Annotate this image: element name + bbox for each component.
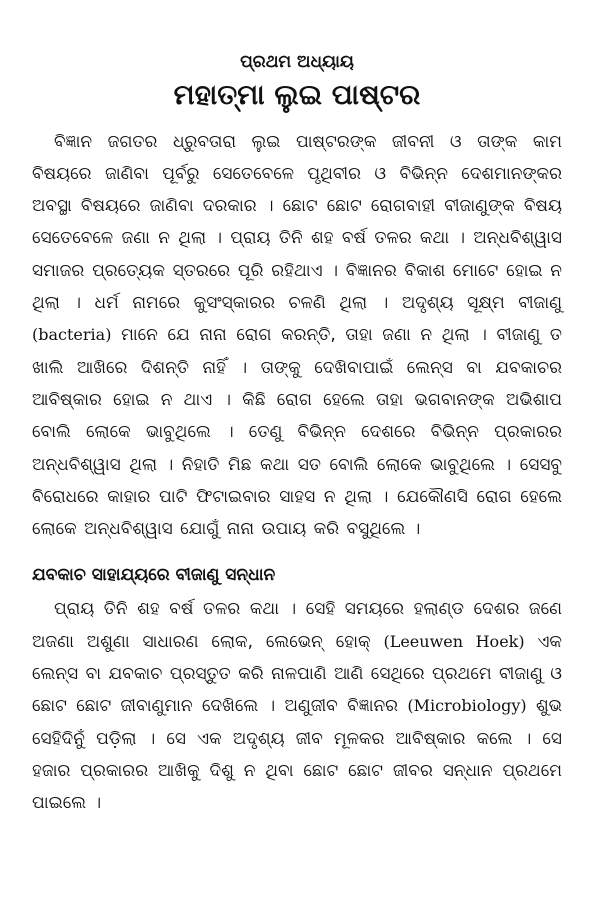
term-microbiology: (Microbiology) xyxy=(407,696,527,716)
section-heading: ଯବକାଚ ସାହାଯ୍ୟରେ ବୀଜାଣୁ ସନ୍ଧାନ xyxy=(32,565,276,586)
section-text-1: ପ୍ରାୟ ତିନି ଶହ ବର୍ଷ ତଳର କଥା । ସେହି ସମୟରେ ହଲାଣ୍ଡ ଦେଶର ଜଣେ ଅଜଣା ଅଶୁଣା ସାଧାରଣ ଲୋକ, ଲେଭେନ୍ ହୋକ୍ xyxy=(32,599,562,652)
intro-paragraph xyxy=(32,126,562,546)
term-bacteria: (bacteria) xyxy=(32,325,112,345)
chapter-title: ମହାତ୍ମା ଲୁଇ ପାଷ୍ଟର xyxy=(173,78,421,111)
intro-text-1: ବିଜ୍ଞାନ ଜଗତର ଧ୍ରୁବତାରା ଲୁଇ ପାଷ୍ଟରଙ୍କ ଜୀବନୀ ଓ ତାଙ୍କ କାମ ବିଷୟରେ ଜାଣିବା ପୂର୍ବରୁ ସେତେବେଳେ ପୃଥିବୀର ଓ ବିଭିନ୍ନ ଦେଶମାନଙ୍କର ଅବସ୍ଥା ବିଷୟରେ ଜାଣିବା ଦରକାର । ଛୋଟ ଛୋଟ ରୋଗବାହୀ ବୀଜାଣୁଙ୍କ ବିଷୟ ସେତେବେଳେ ଜଣା ନ ଥିଲା । ପ୍ରାୟ ତିନି ଶହ ବର୍ଷ ତଳର କଥା । ଅନ୍ଧବିଶ୍ୱାସ ସମାଜର ପ୍ରତ୍ୟେକ ସ୍ତରରେ ପୂରି ରହିଥାଏ । ବିଜ୍ଞାନର ବିକାଶ ମୋଟେ ହୋଇ ନ ଥିଲା । ଧର୍ମ ନାମରେ କୁସଂସ୍କାରର ଚଳଣି ଥିଲା । ଅଦୃଶ୍ୟ ସୂକ୍ଷ୍ମ ବୀଜାଣୁ xyxy=(32,131,562,314)
section-paragraph xyxy=(32,593,562,819)
section-text-3: ଶୁଭ ସେହିଦିନୁଁ ପଡ଼ିଲା । ସେ ଏକ ଅଦୃଶ୍ୟ ଜୀବ ମୂଳକର ଆବିଷ୍କାର କଲେ । ସେ ହଜାର ପ୍ରକାରର ଆଖିକୁ ଦିଶୁ ନ ଥିବା ଛୋଟ ଛୋଟ ଜୀବର ସନ୍ଧାନ ପ୍ରଥମେ ପାଇଲେ । xyxy=(32,696,562,814)
intro-text-2: ମାନେ ଯେ ନାନା ରୋଗ କରନ୍ତି, ତାହା ଜଣା ନ ଥିଲା । ବୀଜାଣୁ ତ ଖାଲି ଆଖିରେ ଦିଶନ୍ତି ନାହିଁ । ତାଙ୍କୁ ଦେଖିବାପାଇଁ ଲେନ୍ସ ବା ଯବକାଚର ଆବିଷ୍କାର ହୋଇ ନ ଥାଏ । କିଛି ରୋଗ ହେଲେ ତାହା ଭଗବାନଙ୍କ ଅଭିଶାପ ବୋଲି ଲୋକେ ଭାବୁଥିଲେ । ତେଣୁ ବିଭିନ୍ନ ଦେଶରେ ବିଭିନ୍ନ ପ୍ରକାରର ଅନ୍ଧବିଶ୍ୱାସ ଥିଲା । ନିହାତି ମିଛ କଥା ସତ ବୋଲି ଲୋକେ ଭାବୁଥିଲେ । ସେସବୁ ବିରୋଧରେ କାହାର ପାଟି ଫିଟାଇବାର ସାହସ ନ ଥିଲା । ଯେକୌଣସି ରୋଗ ହେଲେ ଲୋକେ ଅନ୍ଧବିଶ୍ୱାସ ଯୋଗୁଁ ନାନା ଉପାୟ କରି ବସୁଥିଲେ । xyxy=(32,325,562,540)
chapter-label: ପ୍ରଥମ ଅଧ୍ୟାୟ xyxy=(240,52,354,72)
section-text-2: ଏକ ଲେନ୍ସ ବା ଯବକାଚ ପ୍ରସ୍ତୁତ କରି ନାଳପାଣି ଆଣି ସେଥିରେ ପ୍ରଥମେ ବୀଜାଣୁ ଓ ଛୋଟ ଛୋଟ ଜୀବାଣୁମାନ ଦେଖିଲେ । ଅଣୁଜୀବ ବିଜ୍ଞାନର xyxy=(32,631,562,717)
term-leeuwen-hoek: (Leeuwen Hoek) xyxy=(383,631,525,651)
